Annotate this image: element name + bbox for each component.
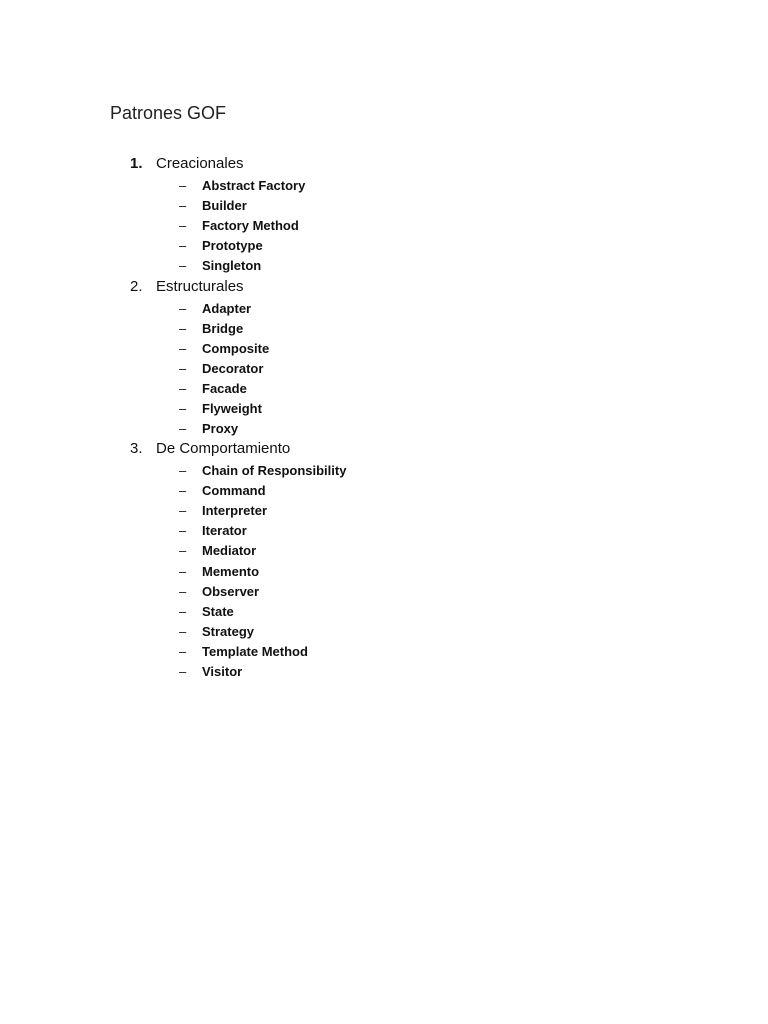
- dash-bullet: –: [179, 321, 187, 336]
- list-item: – Observer: [179, 582, 259, 602]
- dash-bullet: –: [179, 178, 187, 193]
- list-item: – Interpreter: [179, 501, 267, 521]
- list-item: – Command: [179, 481, 266, 501]
- list-item: – Template Method: [179, 642, 308, 662]
- category-name: Estructurales: [156, 278, 244, 295]
- list-item: – Adapter: [179, 299, 251, 319]
- dash-bullet: –: [179, 644, 187, 659]
- dash-bullet: –: [179, 523, 187, 538]
- dash-bullet: –: [179, 463, 187, 478]
- dash-bullet: –: [179, 664, 187, 679]
- list-item: – Bridge: [179, 319, 243, 339]
- category-heading-creacionales: [130, 154, 530, 174]
- dash-bullet: –: [179, 341, 187, 356]
- dash-bullet: –: [179, 361, 187, 376]
- dash-bullet: –: [179, 198, 187, 213]
- dash-bullet: –: [179, 584, 187, 599]
- list-item: – Mediator: [179, 541, 256, 561]
- list-item: – Chain of Responsibility: [179, 461, 346, 481]
- dash-bullet: –: [179, 543, 187, 558]
- list-number: 3.: [130, 440, 143, 457]
- list-item: – Memento: [179, 562, 259, 582]
- list-item: – Visitor: [179, 662, 242, 682]
- list-item: – Iterator: [179, 521, 247, 541]
- dash-bullet: –: [179, 401, 187, 416]
- dash-bullet: –: [179, 421, 187, 436]
- dash-bullet: –: [179, 503, 187, 518]
- dash-bullet: –: [179, 381, 187, 396]
- document-title: Patrones GOF: [110, 103, 227, 123]
- dash-bullet: –: [179, 604, 187, 619]
- list-item: – Proxy: [179, 419, 238, 439]
- dash-bullet: –: [179, 564, 187, 579]
- list-item: – Singleton: [179, 256, 261, 276]
- list-item: – Builder: [179, 196, 247, 216]
- category-heading-estructurales: [130, 277, 530, 297]
- dash-bullet: –: [179, 258, 187, 273]
- dash-bullet: –: [179, 624, 187, 639]
- category-name: De Comportamiento: [156, 440, 291, 457]
- list-item: – Prototype: [179, 236, 263, 256]
- dash-bullet: –: [179, 301, 187, 316]
- list-item: – Facade: [179, 379, 247, 399]
- list-item: – Strategy: [179, 622, 254, 642]
- list-item: – Abstract Factory: [179, 176, 305, 196]
- dash-bullet: –: [179, 218, 187, 233]
- list-number: 1.: [130, 155, 143, 172]
- list-item: – Decorator: [179, 359, 263, 379]
- dash-bullet: –: [179, 483, 187, 498]
- list-item: – Flyweight: [179, 399, 262, 419]
- list-item: – Composite: [179, 339, 269, 359]
- category-heading-de-comportamiento: [130, 439, 530, 459]
- category-name: Creacionales: [156, 155, 244, 172]
- list-item: – State: [179, 602, 234, 622]
- dash-bullet: –: [179, 238, 187, 253]
- list-item: – Factory Method: [179, 216, 299, 236]
- list-number: 2.: [130, 278, 143, 295]
